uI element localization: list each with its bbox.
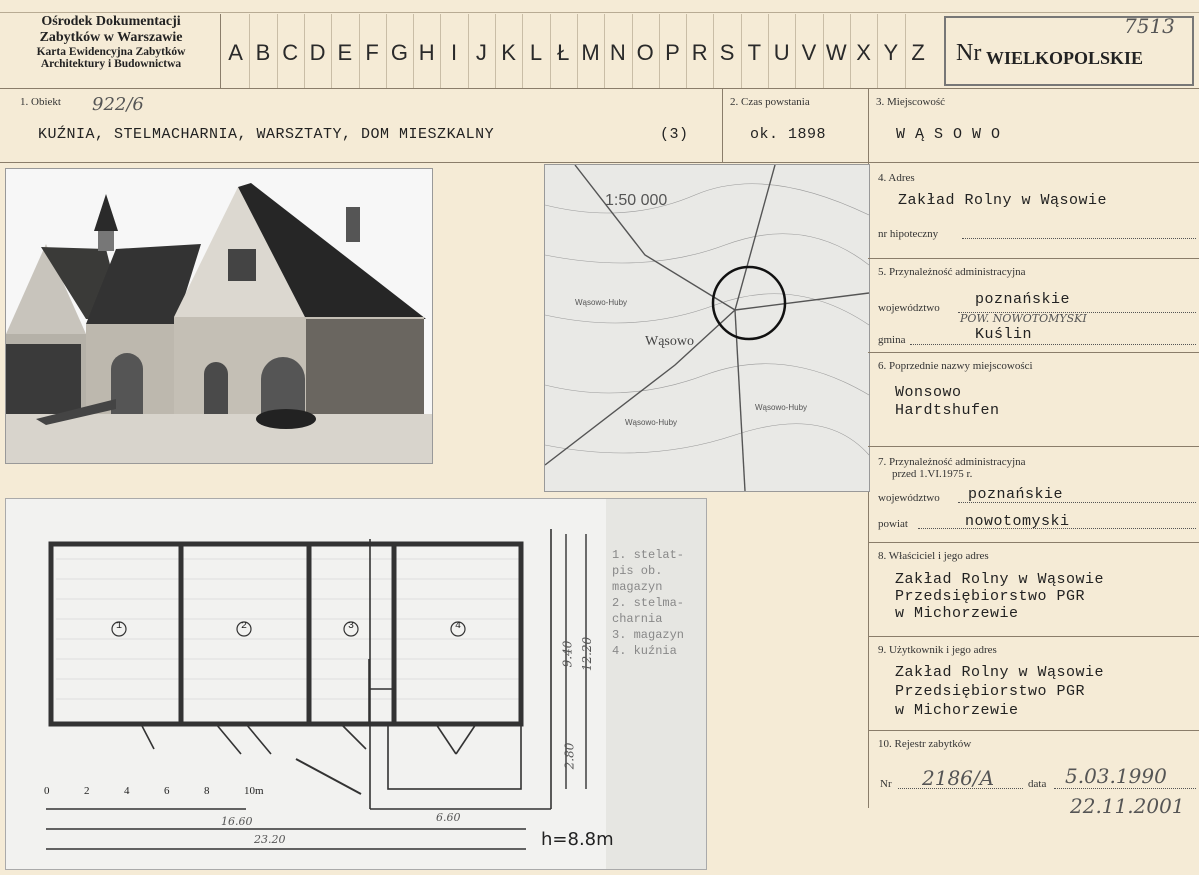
index-letter: Z	[911, 40, 925, 65]
room-number-4: 4	[454, 621, 461, 632]
legend-line: pis ob.	[612, 564, 663, 578]
nr-handwritten: 7513	[1124, 14, 1175, 38]
legend-line: 1. stelat-	[612, 548, 685, 562]
room-number-3: 3	[347, 621, 354, 632]
room-number-2: 2	[240, 621, 247, 632]
index-letter: O	[636, 40, 654, 65]
index-letter: F	[365, 40, 379, 65]
index-letter: M	[581, 40, 600, 65]
index-letter: L	[529, 40, 543, 65]
adres-value: Zakład Rolny w Wąsowie	[898, 192, 1108, 209]
rejestr-nr-label: Nr	[880, 778, 892, 790]
rejestr-data-label: data	[1028, 778, 1047, 790]
uzytkownik-line-2: Przedsiębiorstwo PGR	[895, 683, 1086, 700]
legend-line: charnia	[612, 612, 663, 626]
room-number-1: 1	[115, 621, 122, 632]
czas-label: 2. Czas powstania	[730, 96, 810, 108]
wlasciciel-line-2: Przedsiębiorstwo PGR	[895, 588, 1086, 605]
dim-16-60: 16.60	[221, 815, 253, 828]
rejestr-data-value-2: 22.11.2001	[1070, 794, 1185, 818]
map-hamlet-label-1: Wąsowo-Huby	[575, 298, 628, 307]
obiekt-label: 1. Obiekt	[20, 96, 61, 108]
obiekt-handwritten: 922/6	[92, 94, 144, 115]
nr-value: WIELKOPOLSKIE	[986, 48, 1144, 68]
index-letter: D	[309, 40, 326, 65]
wlasciciel-line-3: w Michorzewie	[895, 605, 1019, 622]
uzytkownik-line-1: Zakład Rolny w Wąsowie	[895, 664, 1105, 681]
scale-tick: 2	[84, 785, 90, 797]
nr-label: Nr	[956, 40, 982, 66]
index-letter: P	[665, 40, 680, 65]
index-letter: G	[390, 40, 408, 65]
rejestr-data-value: 5.03.1990	[1065, 764, 1167, 788]
index-letter: U	[773, 40, 790, 65]
index-letter: V	[801, 40, 817, 65]
obiekt-count: (3)	[660, 126, 689, 143]
powiat-handwritten-note: POW. NOWOTOMYSKI	[960, 312, 1087, 325]
obiekt-value: KUŹNIA, STELMACHARNIA, WARSZTATY, DOM MIESZKALNY	[38, 126, 495, 143]
poprzednie-label: 6. Poprzednie nazwy miejscowości	[878, 360, 1033, 372]
map-town-label: Wąsowo	[645, 334, 694, 349]
index-letter: Y	[883, 40, 899, 65]
przed1975-powiat-label: powiat	[878, 518, 908, 530]
index-letter: S	[719, 40, 735, 65]
wlasciciel-line-1: Zakład Rolny w Wąsowie	[895, 571, 1105, 588]
wlasciciel-label: 8. Właściciel i jego adres	[878, 550, 989, 562]
index-letter: A	[228, 40, 243, 65]
legend-line: magazyn	[612, 580, 663, 594]
building-photo	[5, 168, 433, 464]
dim-23-20: 23.20	[254, 833, 286, 846]
dim-9-40: 9.40	[560, 640, 575, 668]
rejestr-nr-value: 2186/A	[922, 766, 995, 790]
miejscowosc-label: 3. Miejscowość	[876, 96, 946, 108]
przed1975-wojewodztwo-value: poznańskie	[968, 486, 1064, 503]
poprzednie-line-1: Wonsowo	[895, 384, 962, 401]
map-hamlet-label-3: Wąsowo-Huby	[755, 403, 808, 412]
building-height: h=8.8m	[541, 829, 614, 850]
institution-line-2: Zabytków w Warszawie	[39, 30, 183, 45]
uzytkownik-label: 9. Użytkownik i jego adres	[878, 644, 997, 656]
index-letter: J	[475, 40, 487, 65]
scale-tick: 0	[44, 785, 50, 797]
index-letter: E	[337, 40, 353, 65]
index-letter: R	[691, 40, 708, 65]
index-letter: N	[609, 40, 626, 65]
plan-legend	[612, 547, 684, 659]
adres-label: 4. Adres	[878, 172, 915, 184]
institution-line-3: Karta Ewidencyjna Zabytków	[36, 46, 186, 58]
index-letter: H	[418, 40, 435, 65]
legend-line: 3. magazyn	[612, 628, 685, 642]
map-scale: 1:50 000	[605, 192, 668, 209]
nr-box	[944, 16, 1194, 86]
index-letter: K	[501, 40, 516, 65]
dim-12-20: 12.20	[580, 636, 595, 672]
czas-value: ok. 1898	[750, 126, 827, 143]
scale-tick: 4	[124, 785, 130, 797]
poprzednie-line-2: Hardtshufen	[895, 402, 1000, 419]
location-map	[544, 164, 870, 492]
institution-line-4: Architektury i Budownictwa	[40, 58, 182, 70]
przed1975-label-2: przed 1.VI.1975 r.	[892, 468, 973, 480]
index-letter: W	[825, 40, 847, 65]
uzytkownik-line-3: w Michorzewie	[895, 702, 1019, 719]
gmina-value: Kuślin	[975, 326, 1033, 343]
przed1975-label-1: 7. Przynależność administracyjna	[878, 456, 1026, 468]
rejestr-label: 10. Rejestr zabytków	[878, 738, 972, 750]
miejscowosc-value: W Ą S O W O	[896, 126, 1001, 143]
gmina-label: gmina	[878, 334, 906, 346]
index-letter: I	[450, 40, 458, 65]
index-letter: B	[255, 40, 271, 65]
hipoteczny-label: nr hipoteczny	[878, 228, 939, 240]
legend-line: 4. kuźnia	[612, 644, 677, 658]
wojewodztwo-label: województwo	[878, 302, 940, 314]
institution-line-1: Ośrodek Dokumentacji	[41, 14, 181, 29]
index-letter: X	[856, 40, 871, 65]
dim-6-60: 6.60	[436, 811, 461, 824]
dim-2-80: 2.80	[562, 742, 577, 770]
legend-line: 2. stelma-	[612, 596, 685, 610]
scale-tick: 10m	[244, 785, 264, 797]
wojewodztwo-value: poznańskie	[975, 291, 1071, 308]
map-hamlet-label-2: Wąsowo-Huby	[625, 418, 678, 427]
przed1975-powiat-value: nowotomyski	[965, 513, 1070, 530]
index-letter: Ł	[557, 40, 570, 65]
scale-tick: 6	[164, 785, 170, 797]
floor-plan	[5, 498, 707, 870]
przed1975-wojewodztwo-label: województwo	[878, 492, 940, 504]
przynaleznosc-label: 5. Przynależność administracyjna	[878, 266, 1026, 278]
scale-tick: 8	[204, 785, 210, 797]
index-letter: T	[747, 40, 762, 65]
institution-block	[4, 14, 218, 70]
index-letter: C	[282, 40, 299, 65]
